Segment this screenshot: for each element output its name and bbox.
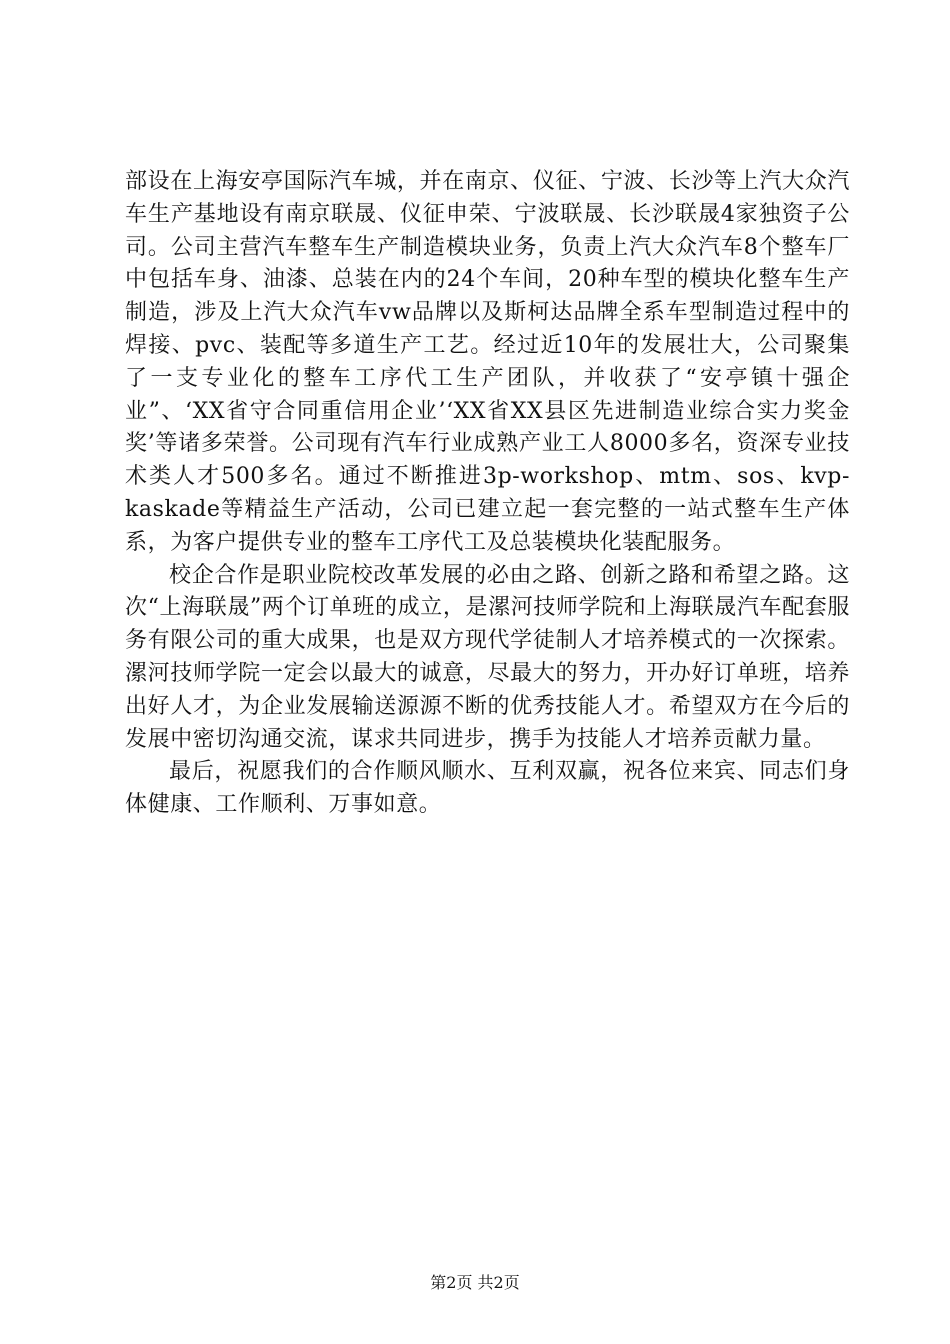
paragraph-school-enterprise-cooperation: 校企合作是职业院校改革发展的必由之路、创新之路和希望之路。这次“上海联晟”两个订单班的成立，是漯河技师学院和上海联晟汽车配套服务有限公司的重大成果，也是双方现代学徒制人才培养模式的一次探索。漯河技师学院一定会以最大的诚意，尽最大的努力，开办好订单班，培养出好人才，为企业发展输送源源不断的优秀技能人才。希望双方在今后的发展中密切沟通交流，谋求共同进步，携手为技能人才培养贡献力量。: [125, 562, 850, 752]
paragraph-closing-wishes: 最后，祝愿我们的合作顺风顺水、互利双赢，祝各位来宾、同志们身体健康、工作顺利、万事如意。: [125, 759, 850, 818]
page-footer: 第2页 共2页: [430, 1273, 520, 1292]
paragraph-company-intro: 部设在上海安亭国际汽车城，并在南京、仪征、宁波、长沙等上汽大众汽车生产基地设有南京联晟、仪征申荣、宁波联晟、长沙联晟4家独资子公司。公司主营汽车整车生产制造模块业务，负责上汽大众汽车8个整车厂中包括车身、油漆、总装在内的24个车间，20种车型的模块化整车生产制造，涉及上汽大众汽车vw品牌以及斯柯达品牌全系车型制造过程中的焊接、pvc、装配等多道生产工艺。经过近10年的发展壮大，公司聚集了一支专业化的整车工序代工生产团队，并收获了“安亭镇十强企业”、‘XX省守合同重信用企业’‘XX省XX县区先进制造业综合实力奖金奖’等诸多荣誉。公司现有汽车行业成熟产业工人8000多名，资深专业技术类人才500多名。通过不断推进3p-workshop、mtm、sos、kvp-kaskade等精益生产活动，公司已建立起一套完整的一站式整车生产体系，为客户提供专业的整车工序代工及总装模块化装配服务。: [125, 169, 850, 555]
document-body: [125, 166, 850, 822]
